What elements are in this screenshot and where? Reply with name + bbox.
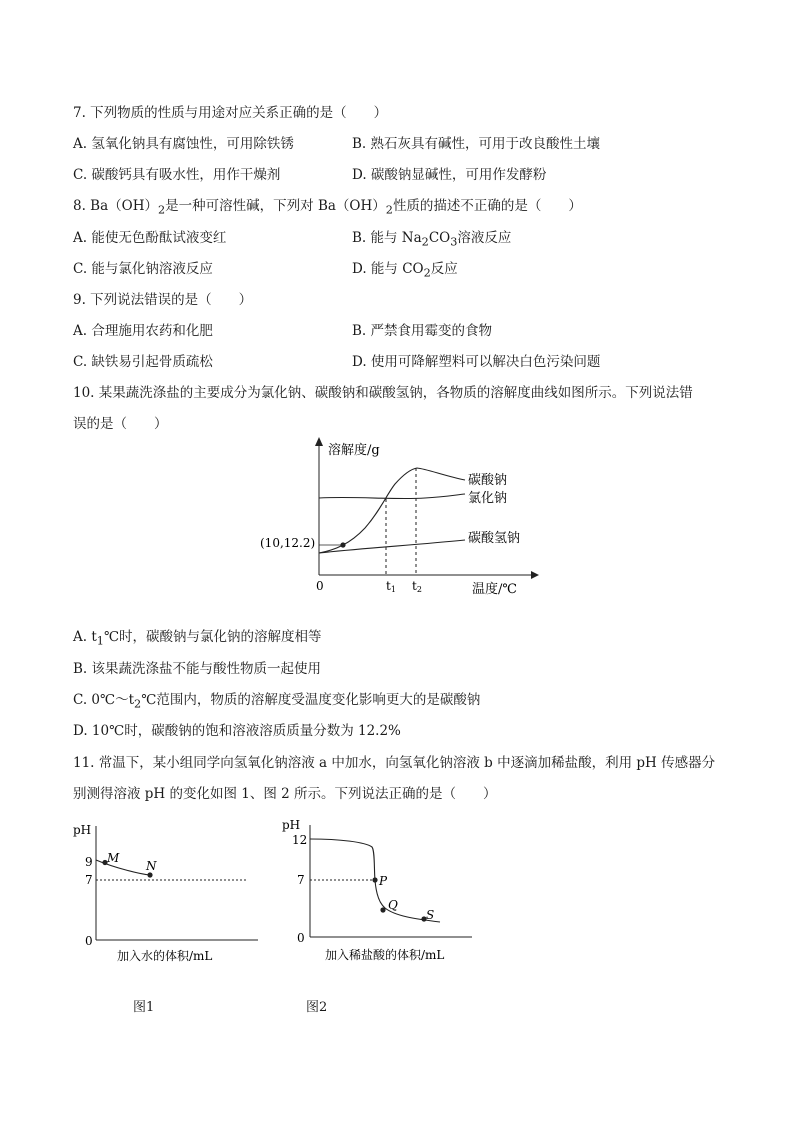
fig2-caption: 图2	[306, 1000, 328, 1015]
y-axis-label: 溶解度/g	[328, 443, 380, 458]
fig2-label-p: P	[379, 874, 388, 888]
q10-option-b: B. 该果蔬洗涤盐不能与酸性物质一起使用	[73, 661, 322, 677]
q10-stem-line2: 误的是（ ）	[73, 416, 168, 432]
q7-option-a: A. 氢氧化钠具有腐蚀性，可用除铁锈	[73, 136, 294, 152]
fig1-point-n	[147, 872, 152, 877]
sodium-chloride-curve	[319, 494, 465, 499]
fig2-y-label: pH	[282, 818, 301, 832]
q9-stem: 9. 下列说法错误的是（ ）	[73, 292, 253, 308]
fig2-label-s: S	[426, 908, 435, 922]
fig2-tick-7: 7	[297, 873, 305, 887]
q9-option-b: B. 严禁食用霉变的食物	[352, 323, 493, 339]
q8-option-b: B. 能与 $Na_2CO_3$溶液反应	[352, 230, 512, 249]
solubility-curve-figure	[255, 432, 545, 607]
legend-sodium-chloride: 氯化钠	[468, 491, 508, 506]
fig2-x-label: 加入稀盐酸的体积/mL	[325, 948, 445, 962]
q7-option-b: B. 熟石灰具有碱性，可用于改良酸性土壤	[352, 136, 601, 152]
q9-option-d: D. 使用可降解塑料可以解决白色污染问题	[352, 354, 601, 370]
sodium-carbonate-curve	[319, 468, 465, 553]
fig1-label-m: M	[107, 851, 120, 865]
x-axis-arrow	[531, 571, 539, 579]
q10-stem-line1: 10. 某果蔬洗涤盐的主要成分为氯化钠、碳酸钠和碳酸氢钠，各物质的溶解度曲线如图所示。下列说法错	[73, 385, 693, 401]
legend-sodium-carbonate: 碳酸钠	[468, 473, 508, 488]
fig1-y-label: pH	[73, 823, 92, 837]
q7-option-d: D. 碳酸钠显碱性，可用作发酵粉	[352, 167, 547, 183]
q11-stem-line2: 别测得溶液 pH 的变化如图 1、图 2 所示。下列说法正确的是（ ）	[73, 786, 497, 802]
t2-label: t2	[412, 579, 422, 594]
ph-figure-2	[280, 815, 480, 965]
fig2-tick-0: 0	[297, 931, 305, 945]
legend-sodium-bicarbonate: 碳酸氢钠	[468, 531, 521, 546]
fig2-tick-12: 12	[292, 833, 308, 847]
fig1-tick-7: 7	[85, 873, 93, 887]
q11-stem-line1: 11. 常温下，某小组同学向氢氧化钠溶液 a 中加水，向氢氧化钠溶液 b 中逐滴加稀盐酸，利用 pH 传感器分	[73, 755, 716, 771]
q8-option-d: D. 能与 $CO_2$反应	[352, 261, 458, 280]
fig1-tick-0: 0	[85, 934, 93, 948]
fig2-point-p	[372, 877, 377, 882]
t1-label: t1	[386, 579, 396, 594]
fig1-tick-9: 9	[85, 855, 93, 869]
q8-stem: 8. $Ba(OH)_2$是一种可溶性碱，下列对 $Ba(OH)_2$性质的描述不正确的是（ ）	[73, 198, 582, 217]
q10-option-c: C. $0℃\sim t_2℃$范围内，物质的溶解度受温度变化影响更大的是碳酸钠	[73, 692, 481, 711]
q7-option-c: C. 碳酸钙具有吸水性，用作干燥剂	[73, 167, 281, 183]
q9-option-c: C. 缺铁易引起骨质疏松	[73, 354, 213, 370]
point-label: (10,12.2)	[260, 536, 316, 550]
fig2-label-q: Q	[388, 898, 398, 912]
q8-option-c: C. 能与氯化钠溶液反应	[73, 261, 213, 277]
q9-option-a: A. 合理施用农药和化肥	[73, 323, 213, 339]
y-axis-arrow	[315, 437, 323, 446]
fig1-x-label: 加入水的体积/mL	[117, 949, 213, 963]
q8-option-a: A. 能使无色酚酞试液变红	[73, 230, 227, 246]
q7-stem: 7. 下列物质的性质与用途对应关系正确的是（ ）	[73, 105, 388, 121]
q10-option-a: A. $t_1℃$时，碳酸钠与氯化钠的溶解度相等	[73, 629, 322, 648]
q10-option-d: D. 10℃时，碳酸钠的饱和溶液溶质质量分数为 12.2%	[73, 723, 401, 739]
fig2-point-q	[380, 907, 385, 912]
fig1-caption: 图1	[133, 1000, 155, 1015]
x-axis-label: 温度/℃	[472, 582, 517, 597]
ph-figure-1	[70, 818, 260, 968]
origin-label: 0	[316, 579, 324, 593]
fig1-label-n: N	[146, 859, 157, 873]
